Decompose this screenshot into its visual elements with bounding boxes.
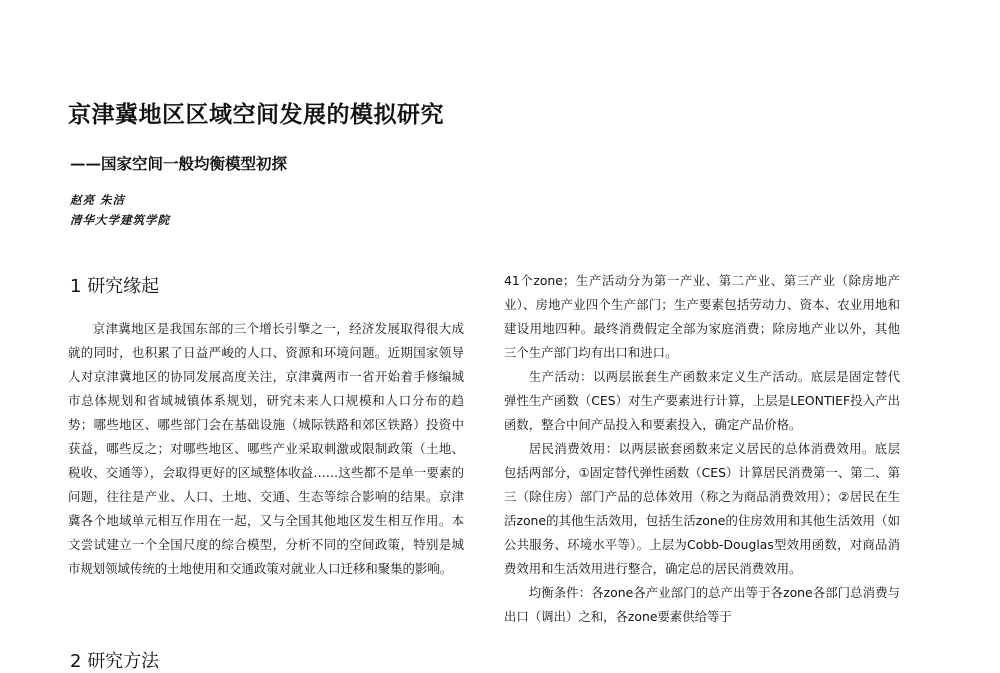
affiliation: 清华大学建筑学院 xyxy=(70,213,170,227)
authors: 赵亮 朱洁 xyxy=(70,193,126,207)
section-1-heading xyxy=(70,272,159,298)
paper-title: 京津冀地区区域空间发展的模拟研究 xyxy=(68,102,444,128)
section-2-title: 研究方法 xyxy=(87,651,160,672)
section-1-paragraph: 京津冀地区是我国东部的三个增长引擎之一，经济发展取得很大成就的同时，也积累了日益严峻的人口、资源和环境问题。近期国家领导人对京津冀地区的协同发展高度关注，京津冀两市一省开始着手修编城市总体规划和省域城镇体系规划，研究未来人口规模和人口分布的趋势；哪些地区、哪些部门会在基础设施（城际铁路和郊区铁路）投资中获益，哪些反之；对哪些地区、哪些产业采取刺激或限制政策（土地、税收、交通等），会取得更好的区域整体收益……这些都不是单一要素的问题，往往是产业、人口、土地、交通、生态等综合影响的结果。京津冀各个地域单元相互作用在一起，又与全国其他地区发生相互作用。本文尝试建立一个全国尺度的综合模型，分析不同的空间政策，特别是城市规划领域传统的土地使用和交通政策对就业人口迁移和聚集的影响。 xyxy=(68,321,464,576)
left-column xyxy=(68,317,464,581)
right-paragraph-1: 41个zone；生产活动分为第一产业、第二产业、第三产业（除房地产业）、房地产业四个生产部门；生产要素包括劳动力、资本、农业用地和建设用地四种。最终消费假定全部为家庭消费；除房地产业以外，其他三个生产部门均有出口和进口。 xyxy=(504,273,900,360)
right-column xyxy=(504,269,900,629)
section-2-heading xyxy=(70,647,159,673)
right-paragraph-4: 均衡条件：各zone各产业部门的总产出等于各zone各部门总消费与出口（调出）之和，各zone要素供给等于 xyxy=(504,585,900,624)
section-1-title: 研究缘起 xyxy=(87,276,160,297)
paper-subtitle: ——国家空间一般均衡模型初探 xyxy=(70,154,288,173)
right-paragraph-3: 居民消费效用：以两层嵌套函数来定义居民的总体消费效用。底层包括两部分，①固定替代弹性函数（CES）计算居民消费第一、第二、第三（除住房）部门产品的总体效用（称之为商品消费效用）；②居民在生活zone的其他生活效用，包括生活zone的住房效用和其他生活效用（如公共服务、环境水平等）。上层为Cobb-Douglas型效用函数，对商品消费效用和生活效用进行整合，确定总的居民消费效用。 xyxy=(504,441,900,576)
right-paragraph-2: 生产活动：以两层嵌套生产函数来定义生产活动。底层是固定替代弹性生产函数（CES）对生产要素进行计算，上层是LEONTIEF投入产出函数，整合中间产品投入和要素投入，确定产品价格。 xyxy=(504,369,900,432)
section-2-number: 2 xyxy=(70,651,82,672)
section-1-number: 1 xyxy=(70,276,82,297)
